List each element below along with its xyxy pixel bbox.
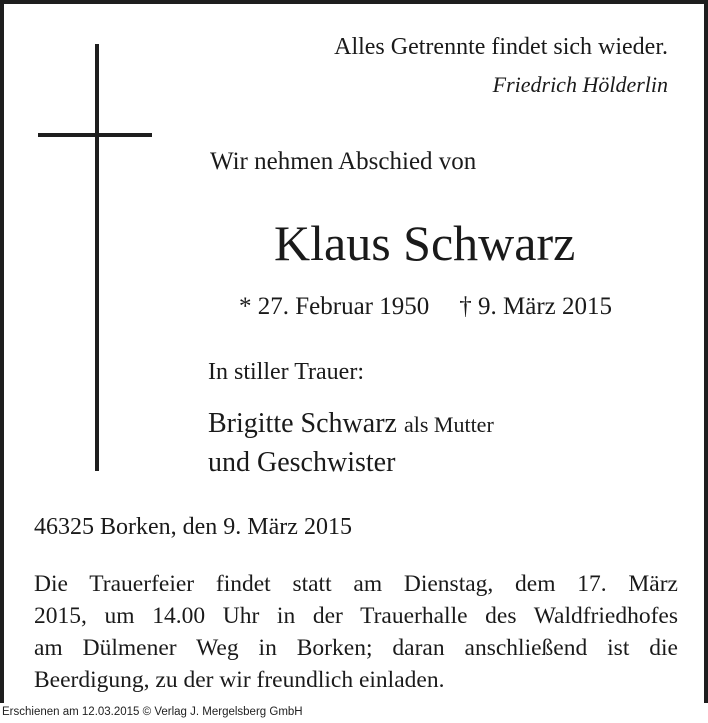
motto-author: Friedrich Hölderlin — [492, 72, 668, 97]
mourner-primary-relation: als Mutter — [403, 412, 494, 437]
mourner-others: und Geschwister — [208, 447, 396, 478]
publication-footer — [0, 703, 708, 723]
place-date: 46325 Borken, den 9. März 2015 — [34, 514, 352, 540]
birth-date: * 27. Februar 1950 — [239, 293, 430, 320]
mourning-heading: In stiller Trauer: — [208, 359, 364, 385]
cross-horizontal-bar — [38, 133, 152, 137]
service-info-line: 2015, um 14.00 Uhr in der Trauerhalle des Waldfriedhofes — [34, 603, 678, 629]
life-dates — [239, 293, 612, 321]
service-info — [34, 568, 678, 696]
service-info-line: am Dülmener Weg in Borken; daran anschließend ist die — [34, 635, 678, 661]
service-info-line: Beerdigung, zu der wir freundlich einladen. — [34, 667, 445, 693]
service-info-line: Die Trauerfeier findet statt am Dienstag, dem 17. März — [34, 571, 678, 597]
death-date: † 9. März 2015 — [459, 293, 612, 320]
farewell-intro: Wir nehmen Abschied von — [210, 148, 477, 175]
cross-vertical-bar — [95, 44, 99, 471]
motto-quote: Alles Getrennte findet sich wieder. — [334, 34, 668, 60]
footer-text: Erschienen am 12.03.2015 © Verlag J. Mergelsberg GmbH — [2, 706, 303, 718]
mourner-primary — [208, 408, 494, 440]
deceased-name: Klaus Schwarz — [274, 215, 576, 271]
mourner-primary-name: Brigitte Schwarz — [208, 408, 397, 439]
